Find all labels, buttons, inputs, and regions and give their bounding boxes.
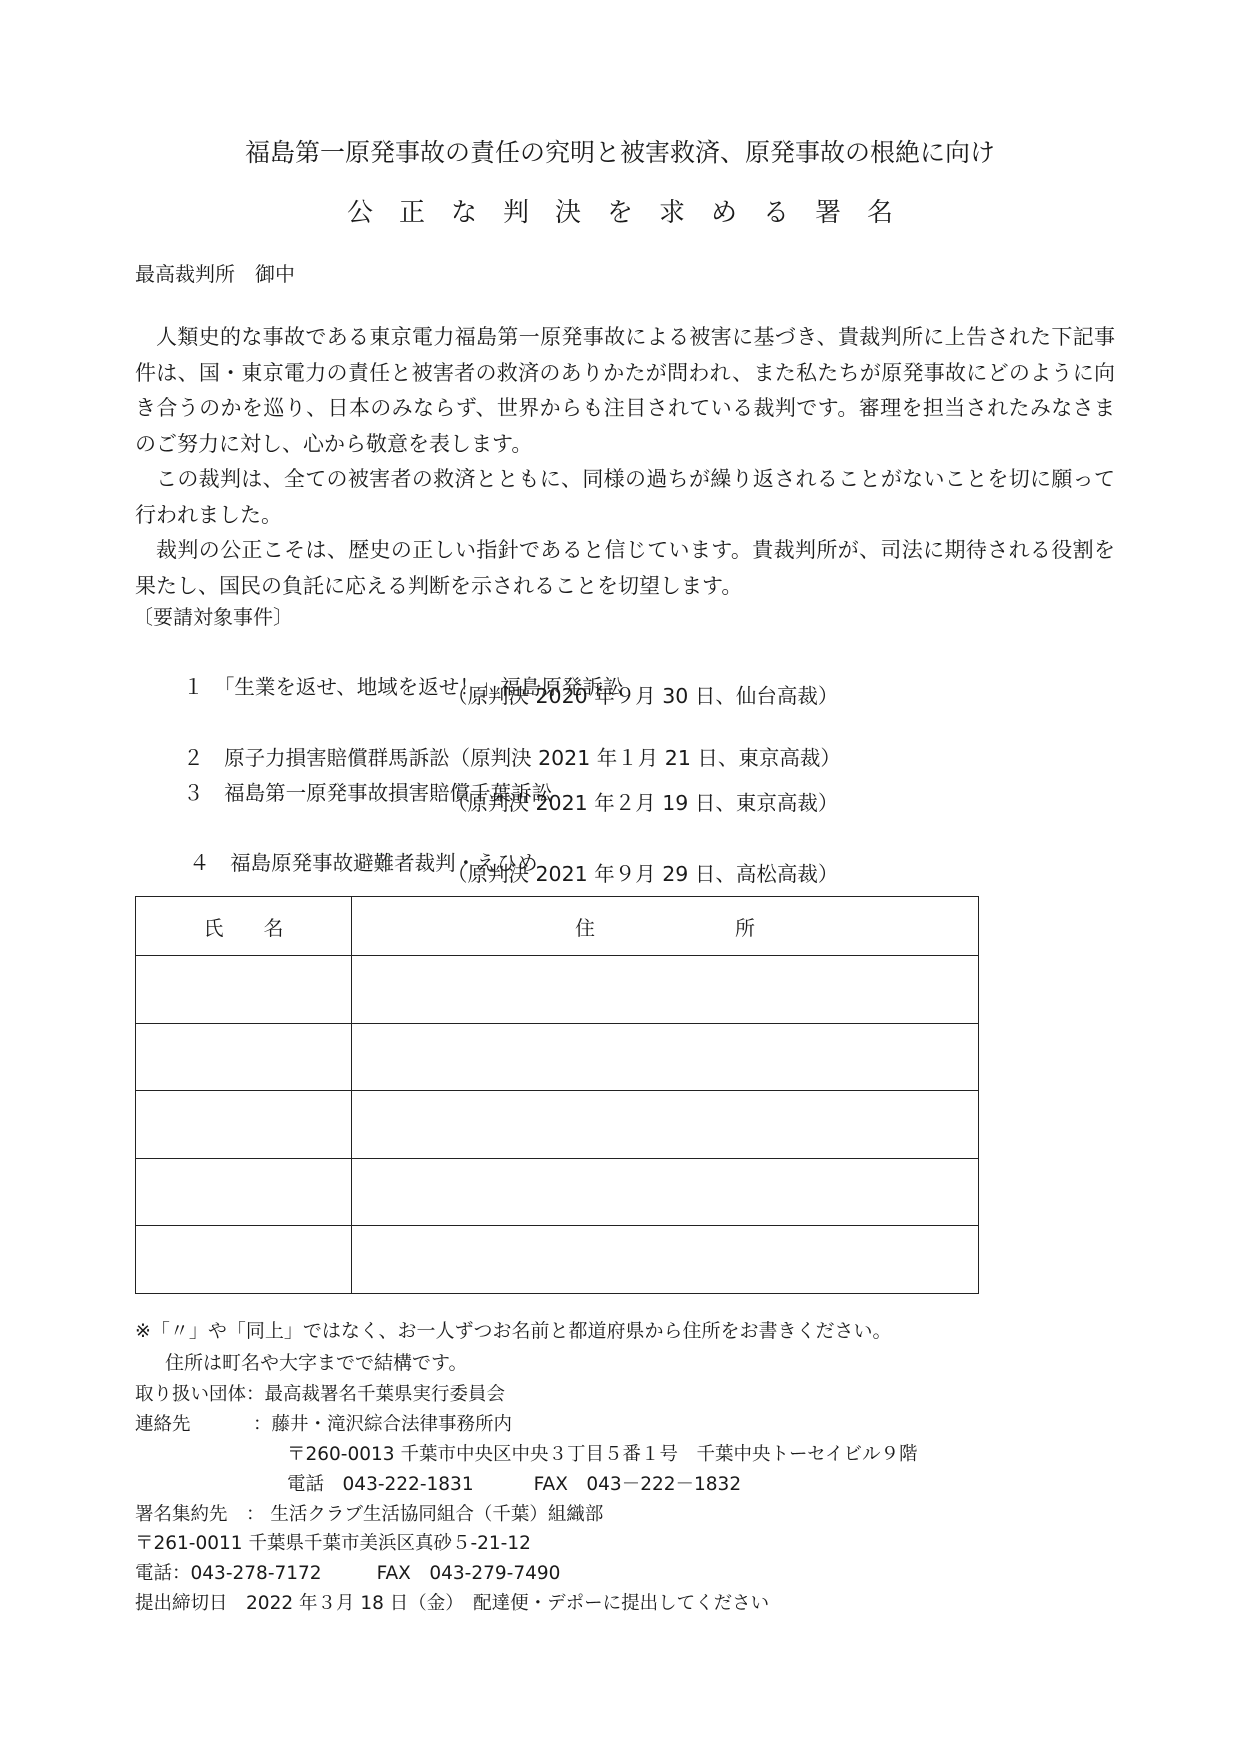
name-cell[interactable] bbox=[136, 1023, 352, 1091]
office-fax-label: FAX bbox=[533, 1474, 568, 1495]
address-cell[interactable] bbox=[352, 1158, 979, 1226]
case-name: 福島原発事故避難者裁判・えひめ bbox=[230, 851, 538, 875]
case-ruling-1: （原判決 2020 年９月 30 日、仙台高裁） bbox=[447, 684, 839, 708]
contact-office: ：藤井・滝沢綜合法律事務所内 bbox=[253, 1414, 513, 1435]
contact-label: 連絡先 bbox=[135, 1414, 191, 1435]
addressee: 最高裁判所 御中 bbox=[135, 262, 295, 286]
address-cell[interactable] bbox=[352, 1091, 979, 1159]
document-title: 公正な判決を求める署名 bbox=[346, 198, 919, 228]
organizer-label: 取り扱い団体： bbox=[135, 1384, 265, 1405]
case-number: ３ bbox=[183, 781, 204, 805]
collection-tel: 043-278-7172 bbox=[190, 1563, 322, 1584]
office-tel-label: 電話 bbox=[287, 1474, 325, 1495]
address-cell[interactable] bbox=[352, 1023, 979, 1091]
case-name: 原子力損害賠償群馬訴訟（原判決 2021 年１月 21 日、東京高裁） bbox=[224, 746, 841, 770]
case-name: 「生業を返せ、地域を返せ！」福島原発訴訟 bbox=[224, 675, 624, 699]
case-number: ４ bbox=[189, 851, 210, 875]
office-tel: 043-222-1831 bbox=[342, 1474, 474, 1495]
column-header-address: 住所 bbox=[352, 897, 979, 956]
note-line-1: ※「〃」や「同上」ではなく、お一人ずつお名前と都道府県から住所をお書きください。 bbox=[135, 1320, 892, 1342]
collection-label: 署名集約先 ： bbox=[135, 1504, 265, 1525]
body-paragraph: 裁判の公正こそは、歴史の正しい指針であると信じています。貴裁判所が、司法に期待される役割を果たし、国民の負託に応える判断を示されることを切望します。 bbox=[135, 538, 1115, 598]
collection-fax: 043-279-7490 bbox=[429, 1563, 561, 1584]
body-paragraph: この裁判は、全ての被害者の救済とともに、同様の過ちが繰り返されることがないことを切に願って行われました。 bbox=[135, 467, 1115, 527]
signature-row bbox=[136, 1158, 979, 1226]
document-subtitle: 福島第一原発事故の責任の究明と被害救済、原発事故の根絶に向け bbox=[244, 138, 995, 167]
name-cell[interactable] bbox=[136, 1158, 352, 1226]
collection-fax-label: FAX bbox=[376, 1563, 411, 1584]
deadline-label: 提出締切日 bbox=[135, 1593, 228, 1614]
office-phone-line bbox=[287, 1472, 741, 1498]
collection-phone-line bbox=[135, 1561, 560, 1587]
signature-row bbox=[136, 1091, 979, 1159]
case-ruling-3: （原判決 2021 年２月 19 日、東京高裁） bbox=[447, 791, 839, 815]
cases-heading: 〔要請対象事件〕 bbox=[133, 605, 293, 629]
deadline-date: 2022 年３月 18 日（金） bbox=[246, 1593, 455, 1614]
organizer-line bbox=[135, 1382, 505, 1408]
organizer-name: 最高裁署名千葉県実行委員会 bbox=[264, 1384, 506, 1405]
note-line-2: 住所は町名や大字までで結構です。 bbox=[165, 1352, 468, 1374]
address-cell[interactable] bbox=[352, 956, 979, 1024]
case-ruling-4: （原判決 2021 年９月 29 日、高松高裁） bbox=[447, 862, 839, 886]
contact-line bbox=[135, 1412, 513, 1438]
signature-row bbox=[136, 1023, 979, 1091]
collection-line bbox=[135, 1502, 603, 1528]
office-address: 〒260-0013 千葉市中央区中央３丁目５番１号 千葉中央トーセイビル９階 bbox=[287, 1444, 918, 1465]
name-cell[interactable] bbox=[136, 1226, 352, 1294]
name-cell[interactable] bbox=[136, 956, 352, 1024]
collection-tel-label: 電話： bbox=[135, 1563, 191, 1584]
body-paragraph: 人類史的な事故である東京電力福島第一原発事故による被害に基づき、貴裁判所に上告された下記事件は、国・東京電力の責任と被害者の救済のありかたが問われ、また私たちが原発事故にどのように向き合うのかを巡り、日本のみならず、世界からも注目されている裁判です。審理を担当されたみなさまのご努力に対し、心から敬意を表します。 bbox=[135, 325, 1115, 456]
signature-row bbox=[136, 956, 979, 1024]
office-fax: 043－222－1832 bbox=[586, 1474, 742, 1495]
petition-body bbox=[135, 320, 1115, 604]
signature-table bbox=[135, 896, 979, 1294]
case-number: ２ bbox=[183, 746, 204, 770]
signature-table-header bbox=[136, 897, 979, 956]
name-cell[interactable] bbox=[136, 1091, 352, 1159]
deadline-note: 配達便・デポーに提出してください bbox=[473, 1593, 770, 1614]
collection-address: 〒261-0011 千葉県千葉市美浜区真砂５-21-12 bbox=[135, 1533, 531, 1554]
case-name: 福島第一原発事故損害賠償千葉訴訟 bbox=[224, 781, 553, 805]
signature-row bbox=[136, 1226, 979, 1294]
case-number: １ bbox=[183, 675, 204, 699]
collection-org: 生活クラブ生活協同組合（千葉）組織部 bbox=[270, 1504, 604, 1525]
deadline-line bbox=[135, 1591, 769, 1617]
address-cell[interactable] bbox=[352, 1226, 979, 1294]
column-header-name: 氏名 bbox=[136, 897, 352, 956]
